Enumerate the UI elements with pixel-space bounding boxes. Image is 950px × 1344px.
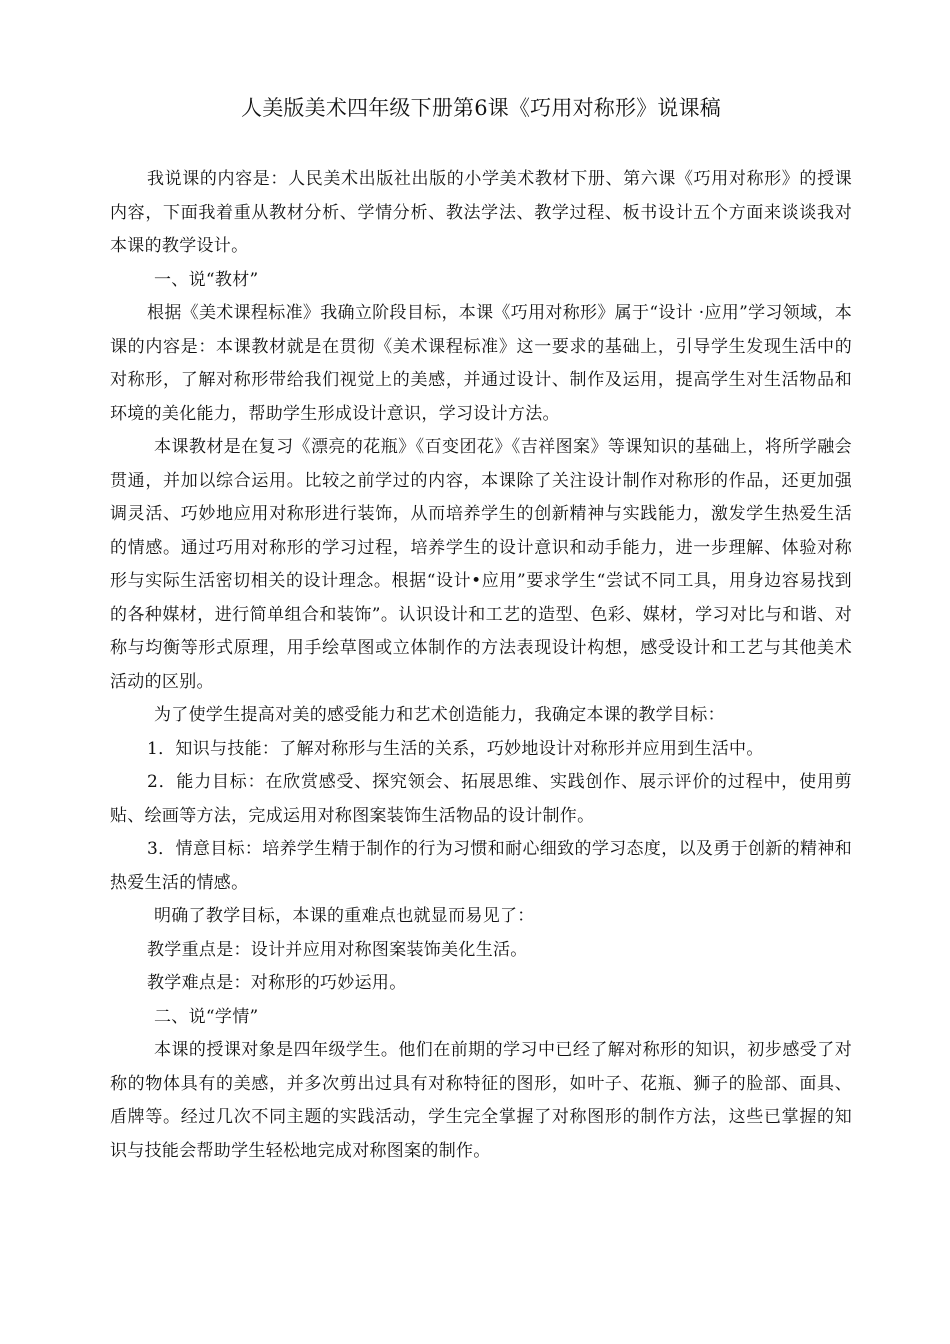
document-title: 人美版美术四年级下册第6课《巧用对称形》说课稿	[241, 96, 721, 120]
section-heading-students: 二、说“学情”	[154, 1006, 259, 1027]
paragraph-students: 本课的授课对象是四年级学生。他们在前期的学习中已经了解对称形的知识，初步感受了对称的物体具有的美感，并多次剪出过具有对称特征的图形，如叶子、花瓶、狮子的脸部、面具、盾牌等。经过几次不同主题的实践活动，学生完全掌握了对称图形的制作方法，这些已掌握的知识与技能会帮助学生轻松地完成对称图案的制作。	[110, 1040, 852, 1161]
goal-item-knowledge: 1．知识与技能：了解对称形与生活的关系，巧妙地设计对称形并应用到生活中。	[147, 738, 764, 759]
goal-item-emotion: 3．情意目标：培养学生精于制作的行为习惯和耐心细致的学习态度，以及勇于创新的精神和热爱生活的情感。	[110, 839, 852, 893]
paragraph-textbook-content: 本课教材是在复习《漂亮的花瓶》《百变团花》《吉祥图案》等课知识的基础上，将所学融会贯通，并加以综合运用。比较之前学过的内容，本课除了关注设计制作对称形的作品，还更加强调灵活、巧妙地应用对称形进行装饰，从而培养学生的创新精神与实践能力，激发学生热爱生活的情感。通过巧用对称形的学习过程，培养学生的设计意识和动手能力，进一步理解、体验对称形与实际生活密切相关的设计理念。根据“设计•应用”要求学生“尝试不同工具，用身边容易找到的各种媒材，进行简单组合和装饰”。认识设计和工艺的造型、色彩、媒材，学习对比与和谐、对称与均衡等形式原理，用手绘草图或立体制作的方法表现设计构想，感受设计和工艺与其他美术活动的区别。	[110, 437, 852, 692]
paragraph-textbook-standard: 根据《美术课程标准》我确立阶段目标，本课《巧用对称形》属于“设计 ·应用”学习领域，本课的内容是：本课教材就是在贯彻《美术课程标准》这一要求的基础上，引导学生发现生活中的对称形，了解对称形带给我们视觉上的美感，并通过设计、制作及运用，提高学生对生活物品和环境的美化能力，帮助学生形成设计意识，学习设计方法。	[110, 303, 852, 424]
goal-item-ability: 2．能力目标：在欣赏感受、探究领会、拓展思维、实践创作、展示评价的过程中，使用剪贴、绘画等方法，完成运用对称图案装饰生活物品的设计制作。	[110, 772, 852, 826]
paragraph-difficulty: 教学难点是：对称形的巧妙运用。	[147, 973, 407, 993]
section-heading-textbook: 一、说“教材”	[154, 269, 259, 290]
paragraph-key-point: 教学重点是：设计并应用对称图案装饰美化生活。	[147, 939, 528, 960]
paragraph-goals-intro: 为了使学生提高对美的感受能力和艺术创造能力，我确定本课的教学目标：	[154, 705, 725, 725]
document-body	[110, 163, 852, 1168]
paragraph-intro: 我说课的内容是：人民美术出版社出版的小学美术教材下册、第六课《巧用对称形》的授课内容，下面我着重从教材分析、学情分析、教法学法、教学过程、板书设计五个方面来谈谈我对本课的教学设计。	[110, 169, 852, 256]
paragraph-focus-intro: 明确了教学目标，本课的重难点也就显而易见了：	[154, 906, 535, 926]
document-page	[110, 0, 852, 1344]
